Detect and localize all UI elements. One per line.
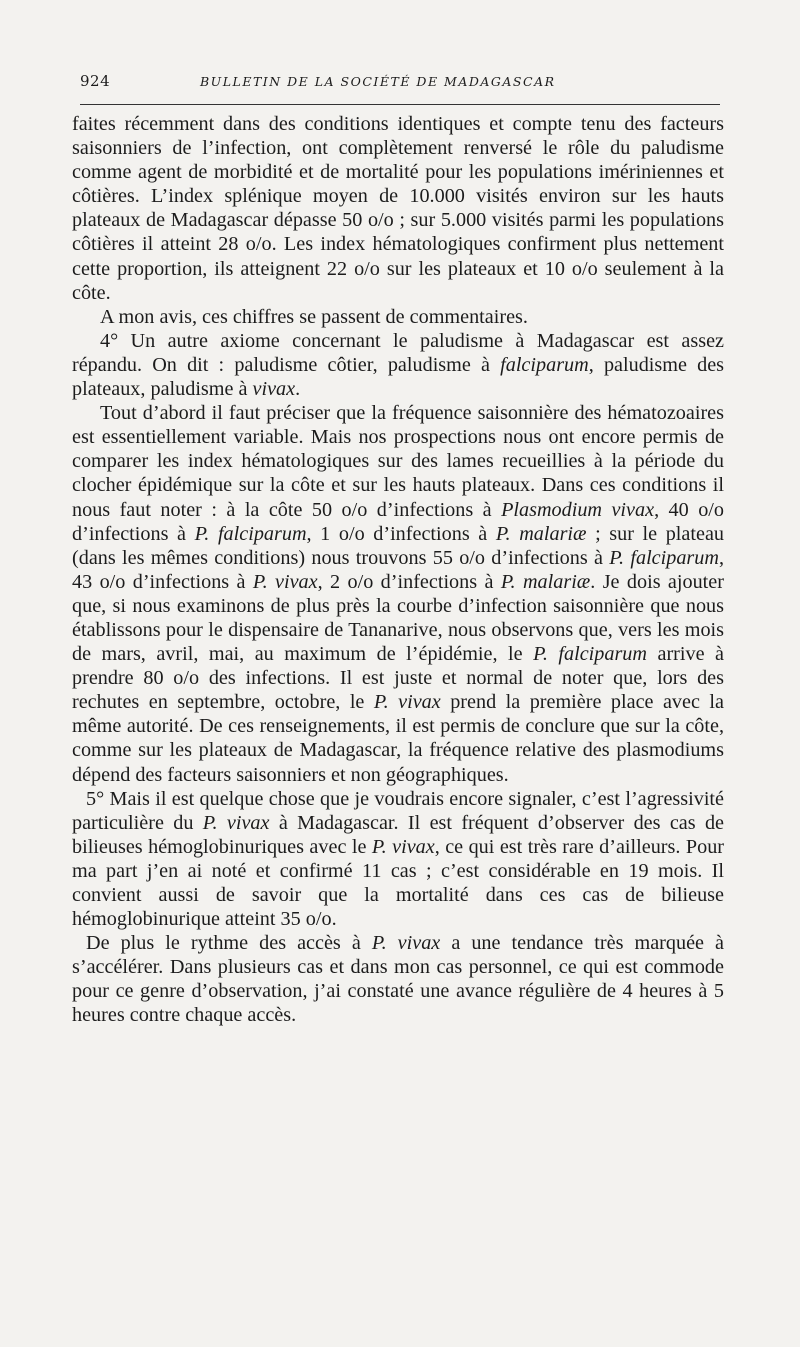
paragraph [72,931,724,1027]
paragraph [72,329,724,401]
body-text [72,112,724,1028]
text-segment: arrive à prendre 80 o/o des infections. Il est juste et normal de noter que, lors des rechutes en septembre, octobre, le [72,643,725,714]
text-segment: . [295,378,301,401]
running-title: BULLETIN DE LA SOCIÉTÉ DE MADAGASCAR [200,74,556,89]
text-segment: à Madagascar. Il est fréquent d’observer des cas de bilieuses hémoglobinuriques avec le [72,811,725,858]
text-segment: prend la première place avec la même autorité. De ces renseignements, il est permis de conclure que sur la côte, comme sur les plateaux de Madagascar, la fréquence relative des plasmodiums dépend des facteurs saisonniers et non géographiques. [72,691,724,786]
text-segment: . Je dois ajouter que, si nous examinons de plus près la courbe d’infection saisonnière que nous établissons pour le dispensaire de Tananarive, nous observons que, vers les mois de mars, avril, mai, au maximum de l’épidémie, le [72,570,724,666]
text-segment: , ce qui est très rare d’ailleurs. Pour ma part j’en ai noté et confirmé 11 cas ; c’est considérable en 19 mois. Il convient aussi de savoir que la mortalité dans ces cas de bilieuse hémoglobinurique atteint 35 o/o. [72,835,725,931]
italic-text: P. malariæ [500,570,591,593]
text-segment: , 2 o/o d’infections à [317,570,501,593]
paragraph [72,305,724,329]
italic-text: P. vivax [202,811,270,834]
italic-text: P. vivax [373,691,441,714]
text-segment: , 43 o/o d’infections à [72,546,725,593]
italic-text: vivax [252,378,296,401]
text-segment: A mon avis, ces chiffres se passent de commentaires. [100,305,528,328]
text-segment: faites récemment dans des conditions identiques et compte tenu des facteurs saisonniers de l’infection, ont complètement renversé le rôle du paludisme comme agent de morbidité et de mortalité pour les populations imériniennes et côtières. L’index splénique moyen de 10.000 visités environ sur les hauts plateaux de Madagascar dépasse 50 o/o ; sur 5.000 visités parmi les populations côtières il atteint 28 o/o. Les index hématologiques confirment plus nettement cette proportion, ils atteignent 22 o/o sur les plateaux et 10 o/o seulement à la côte. [72,113,724,304]
italic-text: P. vivax [371,835,435,858]
text-segment: 4° Un autre axiome concernant le paludisme à Madagascar est assez répandu. On dit : paludisme côtier, paludisme à [72,329,724,376]
paragraph [72,401,724,787]
italic-text: P. falciparum [609,546,719,569]
italic-text: falciparum [500,353,589,376]
paragraph [72,787,724,932]
page-header [80,70,722,98]
text-segment: ; sur le plateau (dans les mêmes conditions) nous trouvons 55 o/o d’infections à [72,522,724,569]
text-segment: Tout d’abord il faut préciser que la fréquence saisonnière des hématozoaires est essentiellement variable. Mais nos prospections nous ont encore permis de comparer les index hématologiques sur des lames recueillies à la période du clocher épidémique sur la côte et sur les hauts plateaux. Dans ces conditions il nous faut noter : à la côte 50 o/o d’infections à [72,402,724,521]
italic-text: P. falciparum [194,522,307,545]
page-number: 924 [80,72,111,90]
paragraph [72,112,724,305]
text-segment: , 1 o/o d’infections à [306,522,496,545]
italic-text: P. vivax [371,932,441,955]
text-segment: De plus le rythme des accès à [86,932,372,955]
text-segment: a une tendance très marquée à s’accélérer. Dans plusieurs cas et dans mon cas personnel, ce qui est commode pour ce genre d’observation, j’ai constaté une avance régulière de 4 heures à 5 heures contre chaque accès. [72,932,724,1027]
text-segment: 5° Mais il est quelque chose que je voudrais encore signaler, c’est l’agressivité particulière du [72,787,724,834]
text-segment: , paludisme des plateaux, paludisme à [72,353,725,401]
text-segment: , 40 o/o d’infections à [72,498,724,545]
italic-text: Plasmodium vivax [501,498,655,521]
italic-text: P. vivax [252,570,318,593]
header-rule [80,104,720,105]
italic-text: P. falciparum [533,643,647,666]
italic-text: P. malariæ [495,522,587,545]
